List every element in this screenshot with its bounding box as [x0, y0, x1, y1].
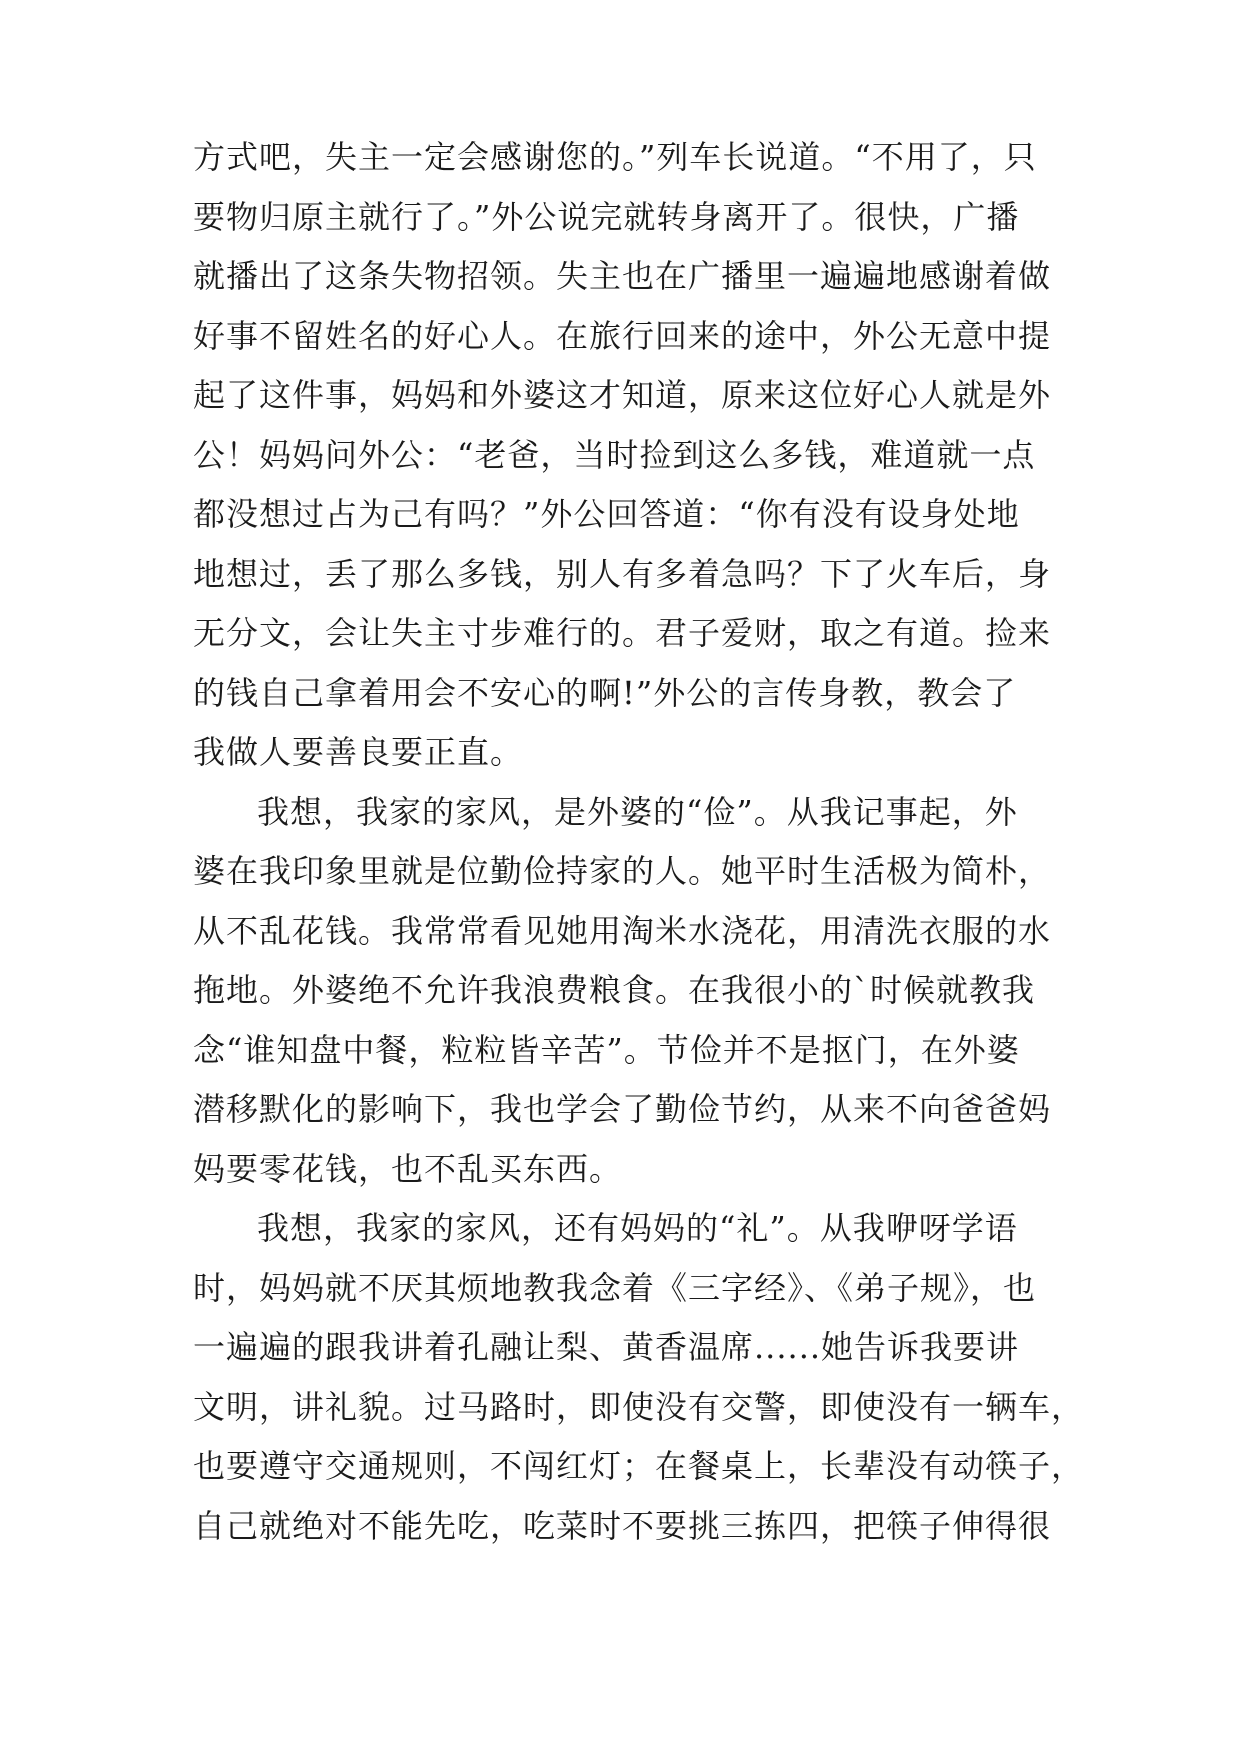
text-line: 地想过，丢了那么多钱，别人有多着急吗？下了火车后，身 — [193, 554, 1052, 593]
text-line: 就播出了这条失物招领。失主也在广播里一遍遍地感谢着做 — [193, 257, 1052, 295]
text-line: 念“谁知盘中餐，粒粒皆辛苦”。节俭并不是抠门，在外婆 — [193, 1030, 1020, 1069]
text-line: 也要遵守交通规则，不闯红灯；在餐桌上，长辈没有动筷子， — [193, 1447, 1085, 1485]
text-line: 要物归原主就行了。”外公说完就转身离开了。很快，广播 — [193, 197, 1020, 236]
text-line: 无分文，会让失主寸步难行的。君子爱财，取之有道。捡来 — [193, 614, 1052, 652]
text-line: 的钱自己拿着用会不安心的啊!”外公的言传身教，教会了 — [193, 673, 1017, 712]
text-line: 方式吧，失主一定会感谢您的。”列车长说道。“不用了，只 — [193, 138, 1037, 176]
text-line: 潜移默化的影响下，我也学会了勤俭节约，从来不向爸爸妈 — [193, 1090, 1052, 1128]
text-line: 时，妈妈就不厌其烦地教我念着《三字经》、《弟子规》，也 — [193, 1268, 1037, 1307]
text-line: 婆在我印象里就是位勤俭持家的人。她平时生活极为简朴， — [193, 852, 1052, 890]
paragraph-first-line: 我想，我家的家风，还有妈妈的“礼”。从我咿呀学语 — [257, 1209, 1018, 1247]
text-line: 起了这件事，妈妈和外婆这才知道，原来这位好心人就是外 — [193, 376, 1052, 414]
text-line: 拖地。外婆绝不允许我浪费粮食。在我很小的`时候就教我 — [193, 971, 1036, 1009]
text-line: 都没想过占为己有吗？”外公回答道：“你有没有设身处地 — [193, 495, 1020, 533]
text-line: 文明，讲礼貌。过马路时，即使没有交警，即使没有一辆车， — [193, 1387, 1085, 1426]
paragraph-first-line: 我想，我家的家风，是外婆的“俭”。从我记事起，外 — [257, 792, 1018, 831]
text-line: 妈要零花钱，也不乱买东西。 — [193, 1149, 623, 1188]
text-line: 从不乱花钱。我常常看见她用淘米水浇花，用清洗衣服的水 — [193, 911, 1052, 950]
text-line: 好事不留姓名的好心人。在旅行回来的途中，外公无意中提 — [193, 316, 1052, 355]
text-line: 公！妈妈问外公：“老爸，当时捡到这么多钱，难道就一点 — [193, 435, 1036, 474]
body-text — [193, 128, 1085, 1556]
text-line: 我做人要善良要正直。 — [193, 733, 524, 771]
text-line: 一遍遍的跟我讲着孔融让梨、黄香温席......她告诉我要讲 — [193, 1328, 1020, 1366]
text-line: 自己就绝对不能先吃，吃菜时不要挑三拣四，把筷子伸得很 — [193, 1506, 1052, 1545]
